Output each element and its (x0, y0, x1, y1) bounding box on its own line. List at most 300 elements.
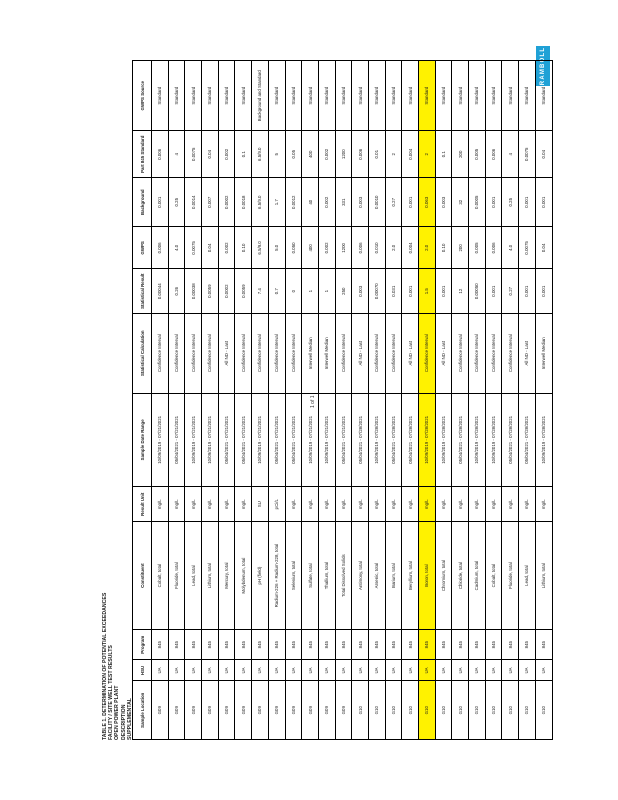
hsu-cell: UA (452, 660, 469, 681)
constituent-cell: Antimony, total (352, 522, 369, 630)
gwps-cell: 0.04 (535, 227, 552, 269)
result-cell: 0.031 (385, 269, 402, 313)
date-range-cell: 05/04/2021 - 07/21/2021 (168, 393, 185, 487)
constituent-cell: Chromium, total (435, 522, 452, 630)
column-header: Constituent (133, 522, 152, 630)
background-cell: 0.0010 (368, 178, 385, 227)
unit-cell: mg/L (335, 487, 352, 522)
constituent-cell: Lead, total (519, 522, 536, 630)
date-range-cell: 05/04/2021 - 07/28/2021 (385, 393, 402, 487)
hsu-cell: UA (252, 660, 269, 681)
source-cell: Standard (469, 61, 486, 131)
calculation-cell: All ND - Last (218, 313, 235, 393)
standard-cell: 2 (385, 131, 402, 178)
program-cell: 845 (252, 629, 269, 659)
date-range-cell: 10/09/2019 - 07/21/2021 (318, 393, 335, 487)
program-cell: 845 (402, 629, 419, 659)
date-range-cell: 05/04/2021 - 07/21/2021 (218, 393, 235, 487)
program-cell: 845 (268, 629, 285, 659)
background-cell: 0.0005 (469, 178, 486, 227)
header-line: DESCRIPTION (120, 704, 127, 740)
hsu-cell: UA (385, 660, 402, 681)
source-cell: Standard (235, 61, 252, 131)
column-header: GWPS (133, 227, 152, 269)
sample-location-cell: G09 (302, 681, 319, 740)
calculation-cell: Confidence Interval (419, 313, 436, 393)
background-cell: 40 (302, 178, 319, 227)
date-range-cell: 05/04/2021 - 07/21/2021 (335, 393, 352, 487)
source-cell: Standard (519, 61, 536, 131)
standard-cell: 0.006 (352, 131, 369, 178)
source-cell: Standard (402, 61, 419, 131)
source-cell: Standard (185, 61, 202, 131)
result-cell: 250 (335, 269, 352, 313)
date-range-cell: 10/09/2019 - 07/21/2021 (202, 393, 219, 487)
document-header (102, 593, 133, 740)
sample-location-cell: G10 (502, 681, 519, 740)
calculation-cell: Confidence Interval (252, 313, 269, 393)
table-row (469, 61, 486, 740)
ramboll-logo: RAMBOLL (536, 46, 550, 86)
sample-location-cell: G10 (519, 681, 536, 740)
constituent-cell: Thallium, total (318, 522, 335, 630)
table-row (452, 61, 469, 740)
constituent-cell: Radium-226 + Radium-228, total (268, 522, 285, 630)
result-cell: 0.0059 (235, 269, 252, 313)
column-header: Program (133, 629, 152, 659)
column-header: GWPS Source (133, 61, 152, 131)
program-cell: 845 (385, 629, 402, 659)
result-cell: 1 (302, 269, 319, 313)
date-range-cell: 05/04/2021 - 07/21/2021 (268, 393, 285, 487)
sample-location-cell: G10 (368, 681, 385, 740)
program-cell: 845 (485, 629, 502, 659)
constituent-cell: Molybdenum, total (235, 522, 252, 630)
unit-cell: SU (252, 487, 269, 522)
constituent-cell: Lithium, total (202, 522, 219, 630)
table-row (402, 61, 419, 740)
standard-cell: 0.05 (285, 131, 302, 178)
calculation-cell: Interwell Median (535, 313, 552, 393)
header-title: TABLE 1. DETERMINATION OF POTENTIAL EXCEEDANCES (102, 592, 108, 740)
unit-cell: mg/L (469, 487, 486, 522)
standard-cell: 0.1 (435, 131, 452, 178)
background-cell: 0.001 (152, 178, 169, 227)
table-row (302, 61, 319, 740)
constituent-cell: pH (field) (252, 522, 269, 630)
calculation-cell: Confidence Interval (502, 313, 519, 393)
gwps-cell: 4.0 (502, 227, 519, 269)
hsu-cell: UA (419, 660, 436, 681)
date-range-cell: 10/09/2019 - 07/28/2021 (469, 393, 486, 487)
program-cell: 845 (235, 629, 252, 659)
result-cell: 0.0059 (202, 269, 219, 313)
source-cell: Standard (168, 61, 185, 131)
unit-cell: mg/L (535, 487, 552, 522)
column-header: Sample Location (133, 681, 152, 740)
background-cell: 0.063 (419, 178, 436, 227)
gwps-cell: 0.006 (485, 227, 502, 269)
calculation-cell: Confidence Interval (368, 313, 385, 393)
unit-cell: mg/L (285, 487, 302, 522)
date-range-cell: 10/09/2019 - 07/28/2021 (485, 393, 502, 487)
hsu-cell: UA (435, 660, 452, 681)
date-range-cell: 10/09/2019 - 07/21/2021 (252, 393, 269, 487)
program-cell: 845 (535, 629, 552, 659)
result-cell: 0.00070 (368, 269, 385, 313)
hsu-cell: UA (485, 660, 502, 681)
date-range-cell: 10/09/2019 - 07/21/2021 (302, 393, 319, 487)
calculation-cell: All ND - Last (435, 313, 452, 393)
gwps-cell: 0.005 (469, 227, 486, 269)
constituent-cell: Lead, total (185, 522, 202, 630)
standard-cell: 0.006 (152, 131, 169, 178)
result-cell: 0.001 (535, 269, 552, 313)
constituent-cell: Fluoride, total (502, 522, 519, 630)
table-row (202, 61, 219, 740)
result-cell: 7.4 (252, 269, 269, 313)
table-row (268, 61, 285, 740)
background-cell: 0.007 (202, 178, 219, 227)
program-cell: 845 (435, 629, 452, 659)
unit-cell: mg/L (385, 487, 402, 522)
background-cell: 0.002 (318, 178, 335, 227)
unit-cell: mg/L (318, 487, 335, 522)
program-cell: 845 (218, 629, 235, 659)
sample-location-cell: G09 (285, 681, 302, 740)
date-range-cell: 05/04/2021 - 07/28/2021 (402, 393, 419, 487)
column-header: Sample Date Range (133, 393, 152, 487)
source-cell: Standard (502, 61, 519, 131)
source-cell: Standard (202, 61, 219, 131)
standard-cell: 4 (168, 131, 185, 178)
source-cell: Standard (368, 61, 385, 131)
header-line: SUPPLEMENTAL (126, 698, 133, 740)
source-cell: Standard (268, 61, 285, 131)
page-number: 1 of 1 (310, 395, 316, 408)
column-header: Result Unit (133, 487, 152, 522)
sample-location-cell: G09 (252, 681, 269, 740)
unit-cell: mg/L (352, 487, 369, 522)
date-range-cell: 05/04/2021 - 07/28/2021 (352, 393, 369, 487)
source-cell: Standard (152, 61, 169, 131)
background-cell: 0.25 (502, 178, 519, 227)
unit-cell: mg/L (485, 487, 502, 522)
gwps-cell: 5.0 (268, 227, 285, 269)
table-body (152, 61, 553, 740)
program-cell: 845 (185, 629, 202, 659)
background-cell: 331 (335, 178, 352, 227)
background-cell: 0.001 (402, 178, 419, 227)
standard-cell: 0.1 (235, 131, 252, 178)
sample-location-cell: G10 (435, 681, 452, 740)
unit-cell: mg/L (235, 487, 252, 522)
sample-location-cell: G09 (152, 681, 169, 740)
calculation-cell: Confidence Interval (185, 313, 202, 393)
sample-location-cell: G10 (385, 681, 402, 740)
result-cell: 0.001 (402, 269, 419, 313)
table-row (335, 61, 352, 740)
sample-location-cell: G10 (419, 681, 436, 740)
program-cell: 845 (202, 629, 219, 659)
table-row (352, 61, 369, 740)
header-line: OPEN POWER PLANT (114, 685, 121, 740)
table-row (168, 61, 185, 740)
date-range-cell: 10/09/2019 - 07/28/2021 (535, 393, 552, 487)
gwps-cell: 1200 (335, 227, 352, 269)
constituent-cell: Mercury, total (218, 522, 235, 630)
background-cell: 0.003 (435, 178, 452, 227)
constituent-cell: Arsenic, total (368, 522, 385, 630)
hsu-cell: UA (218, 660, 235, 681)
column-header: HSU (133, 660, 152, 681)
unit-cell: mg/L (402, 487, 419, 522)
result-cell: 0.27 (502, 269, 519, 313)
calculation-cell: Confidence Interval (385, 313, 402, 393)
result-cell: 0.001 (519, 269, 536, 313)
constituent-cell: Cobalt, total (152, 522, 169, 630)
background-cell: 0.0014 (185, 178, 202, 227)
calculation-cell: Interwell Median (318, 313, 335, 393)
gwps-cell: 0.006 (152, 227, 169, 269)
hsu-cell: UA (469, 660, 486, 681)
constituent-cell: Total Dissolved Solids (335, 522, 352, 630)
source-cell: Standard (302, 61, 319, 131)
standard-cell: 5 (268, 131, 285, 178)
source-cell: Standard (285, 61, 302, 131)
standard-cell: 0.04 (202, 131, 219, 178)
constituent-cell: Beryllium, total (402, 522, 419, 630)
hsu-cell: UA (368, 660, 385, 681)
unit-cell: mg/L (152, 487, 169, 522)
unit-cell: mg/L (368, 487, 385, 522)
gwps-cell: 0.0075 (185, 227, 202, 269)
date-range-cell: 10/09/2019 - 07/28/2021 (368, 393, 385, 487)
source-cell: Standard (385, 61, 402, 131)
standard-cell: 400 (302, 131, 319, 178)
unit-cell: mg/L (302, 487, 319, 522)
background-cell: 0.003 (352, 178, 369, 227)
standard-cell: 200 (452, 131, 469, 178)
program-cell: 845 (352, 629, 369, 659)
source-cell: Standard (435, 61, 452, 131)
sample-location-cell: G09 (202, 681, 219, 740)
source-cell: Standard (419, 61, 436, 131)
result-cell: 0.7 (268, 269, 285, 313)
date-range-cell: 05/04/2021 - 07/21/2021 (285, 393, 302, 487)
table-row (152, 61, 169, 740)
background-cell: 0.0018 (235, 178, 252, 227)
standard-cell: 0.004 (402, 131, 419, 178)
constituent-cell: Selenium, total (285, 522, 302, 630)
date-range-cell: 10/09/2019 - 07/21/2021 (185, 393, 202, 487)
hsu-cell: UA (285, 660, 302, 681)
standard-cell: 0.005 (469, 131, 486, 178)
sample-location-cell: G10 (535, 681, 552, 740)
table-row (485, 61, 502, 740)
background-cell: 1.7 (268, 178, 285, 227)
program-cell: 845 (335, 629, 352, 659)
result-cell: 1 (318, 269, 335, 313)
constituent-cell: Cobalt, total (485, 522, 502, 630)
standard-cell: 0.01 (368, 131, 385, 178)
gwps-cell: 6.5/9.0 (252, 227, 269, 269)
table-row (535, 61, 552, 740)
date-range-cell: 05/04/2021 - 07/28/2021 (519, 393, 536, 487)
source-cell: Standard (318, 61, 335, 131)
result-cell: 0.00044 (152, 269, 169, 313)
result-cell: 12 (452, 269, 469, 313)
calculation-cell: Confidence Interval (285, 313, 302, 393)
gwps-cell: 0.004 (402, 227, 419, 269)
calculation-cell: Confidence Interval (168, 313, 185, 393)
hsu-cell: UA (152, 660, 169, 681)
date-range-cell: 05/04/2021 - 07/21/2021 (235, 393, 252, 487)
calculation-cell: All ND - Last (402, 313, 419, 393)
calculation-cell: Confidence Interval (335, 313, 352, 393)
unit-cell: mg/L (452, 487, 469, 522)
constituent-cell: Barium, total (385, 522, 402, 630)
table-row (368, 61, 385, 740)
result-cell: 1.5 (419, 269, 436, 313)
gwps-cell: 0.10 (435, 227, 452, 269)
standard-cell: 0.04 (535, 131, 552, 178)
table-row (252, 61, 269, 740)
gwps-cell: 0.006 (352, 227, 369, 269)
program-cell: 845 (318, 629, 335, 659)
gwps-cell: 4.0 (168, 227, 185, 269)
hsu-cell: UA (352, 660, 369, 681)
hsu-cell: UA (268, 660, 285, 681)
program-cell: 845 (302, 629, 319, 659)
result-cell: 0.0002 (218, 269, 235, 313)
gwps-cell: 0.010 (368, 227, 385, 269)
program-cell: 845 (469, 629, 486, 659)
table-row (235, 61, 252, 740)
source-cell: Standard (335, 61, 352, 131)
standard-cell: 0.002 (218, 131, 235, 178)
sample-location-cell: G10 (485, 681, 502, 740)
unit-cell: mg/L (168, 487, 185, 522)
hsu-cell: UA (335, 660, 352, 681)
constituent-cell: Fluoride, total (168, 522, 185, 630)
sample-location-cell: G10 (402, 681, 419, 740)
table-row (502, 61, 519, 740)
background-cell: 32 (452, 178, 469, 227)
hsu-cell: UA (402, 660, 419, 681)
standard-cell: 4 (502, 131, 519, 178)
gwps-cell: 0.10 (235, 227, 252, 269)
sample-location-cell: G09 (185, 681, 202, 740)
gwps-cell: 0.002 (218, 227, 235, 269)
standard-cell: 0.006 (485, 131, 502, 178)
source-cell: Standard (352, 61, 369, 131)
table-row (218, 61, 235, 740)
result-cell: 0.26 (168, 269, 185, 313)
unit-cell: mg/L (435, 487, 452, 522)
gwps-cell: 200 (452, 227, 469, 269)
source-cell: Standard (218, 61, 235, 131)
gwps-cell: 0.04 (202, 227, 219, 269)
hsu-cell: UA (318, 660, 335, 681)
date-range-cell: 05/04/2021 - 07/28/2021 (502, 393, 519, 487)
header-line: FACILITY / SITE WELL TEST RESULTS (108, 645, 115, 740)
program-cell: 845 (152, 629, 169, 659)
result-cell: 0.00038 (185, 269, 202, 313)
standard-cell: 6.5/9.0 (252, 131, 269, 178)
sample-location-cell: G09 (335, 681, 352, 740)
constituent-cell: Lithium, total (535, 522, 552, 630)
program-cell: 845 (502, 629, 519, 659)
calculation-cell: Confidence Interval (152, 313, 169, 393)
sample-location-cell: G09 (218, 681, 235, 740)
sample-location-cell: G09 (235, 681, 252, 740)
column-header: Part 845 Standard (133, 131, 152, 178)
hsu-cell: UA (519, 660, 536, 681)
hsu-cell: UA (535, 660, 552, 681)
calculation-cell: Confidence Interval (268, 313, 285, 393)
sample-location-cell: G09 (268, 681, 285, 740)
sample-location-cell: G09 (318, 681, 335, 740)
background-cell: 0.25 (168, 178, 185, 227)
source-cell: Standard (485, 61, 502, 131)
column-header: Statistical Calculation (133, 313, 152, 393)
gwps-cell: 0.0075 (519, 227, 536, 269)
result-cell: 0.001 (485, 269, 502, 313)
background-cell: 0.0012 (285, 178, 302, 227)
gwps-cell: 2.0 (419, 227, 436, 269)
gwps-cell: 2.0 (385, 227, 402, 269)
table-row (318, 61, 335, 740)
calculation-cell: Confidence Interval (235, 313, 252, 393)
standard-cell: 0.002 (318, 131, 335, 178)
sample-location-cell: G09 (168, 681, 185, 740)
calculation-cell: All ND - Last (519, 313, 536, 393)
background-cell: 0.001 (535, 178, 552, 227)
calculation-cell: Confidence Interval (452, 313, 469, 393)
program-cell: 845 (168, 629, 185, 659)
table-header-row (133, 61, 152, 740)
date-range-cell: 10/09/2019 - 07/28/2021 (419, 393, 436, 487)
table-row (385, 61, 402, 740)
unit-cell: pCi/L (268, 487, 285, 522)
hsu-cell: UA (235, 660, 252, 681)
constituent-cell: Sulfate, total (302, 522, 319, 630)
hsu-cell: UA (502, 660, 519, 681)
hsu-cell: UA (185, 660, 202, 681)
unit-cell: mg/L (185, 487, 202, 522)
unit-cell: mg/L (419, 487, 436, 522)
background-cell: 0.27 (385, 178, 402, 227)
unit-cell: mg/L (519, 487, 536, 522)
calculation-cell: Interwell Median (302, 313, 319, 393)
source-cell: Standard (452, 61, 469, 131)
column-header: Background (133, 178, 152, 227)
background-cell: 0.001 (485, 178, 502, 227)
background-cell: 0.001 (519, 178, 536, 227)
program-cell: 845 (519, 629, 536, 659)
source-cell: Standard (535, 61, 552, 131)
date-range-cell: 10/09/2019 - 07/28/2021 (435, 393, 452, 487)
result-cell: 0.00050 (469, 269, 486, 313)
program-cell: 845 (368, 629, 385, 659)
hsu-cell: UA (202, 660, 219, 681)
calculation-cell: Confidence Interval (485, 313, 502, 393)
program-cell: 845 (452, 629, 469, 659)
result-cell: 0.003 (352, 269, 369, 313)
calculation-cell: Confidence Interval (202, 313, 219, 393)
date-range-cell: 05/04/2021 - 07/28/2021 (452, 393, 469, 487)
